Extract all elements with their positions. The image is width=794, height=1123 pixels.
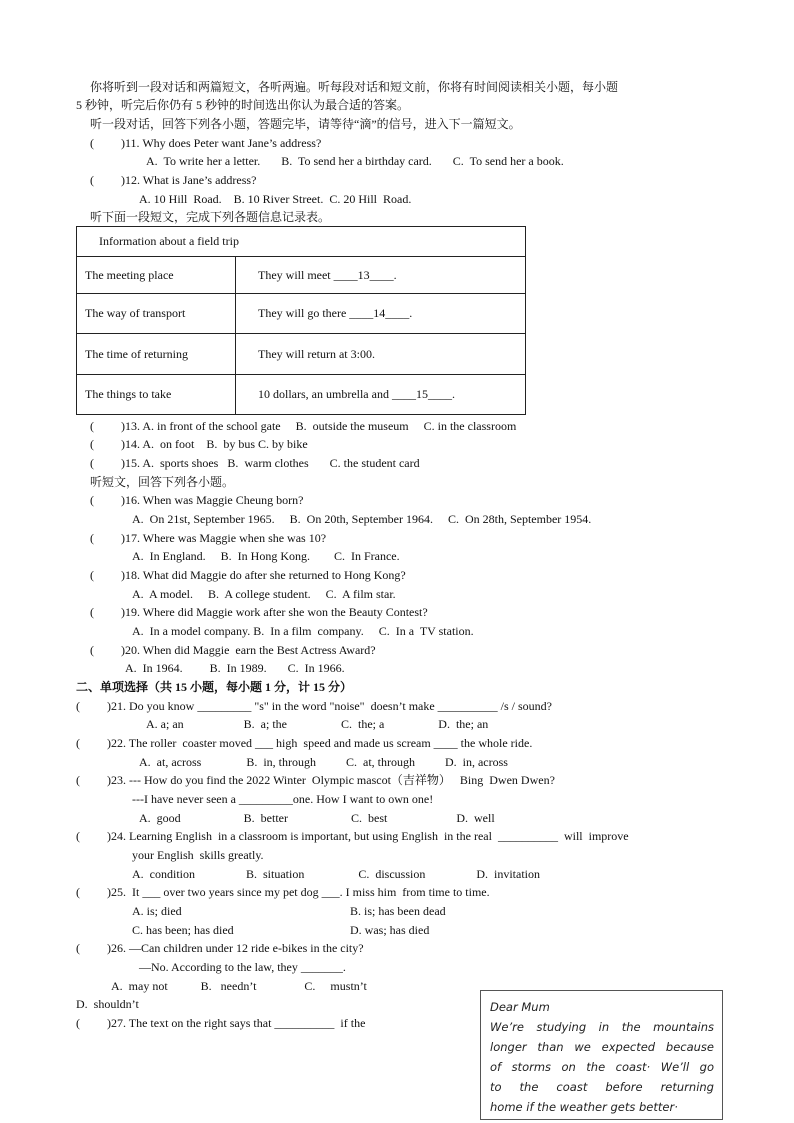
table-row-value: They will return at 3:00. xyxy=(236,334,526,375)
q26-options: A. may not B. needn’t C. mustn’t xyxy=(111,979,367,993)
table-row-value: They will go there ____14____. xyxy=(236,294,526,334)
q24-stem: )24. Learning English in a classroom is important, but using English in the real __________ will improve xyxy=(107,829,629,843)
table-row-label: The things to take xyxy=(77,375,236,415)
q20-paren: ( xyxy=(90,643,94,657)
note-line: home if the weather gets better· xyxy=(490,1100,678,1114)
q16-stem: )16. When was Maggie Cheung born? xyxy=(121,493,304,507)
q22-stem: )22. The roller coaster moved ___ high speed and made us scream ____ the whole ride. xyxy=(107,736,533,750)
q12-paren: ( xyxy=(90,173,94,187)
q13-stem: )13. A. in front of the school gate B. outside the museum C. in the classroom xyxy=(121,419,517,433)
q14-paren: ( xyxy=(90,437,94,451)
q15-paren: ( xyxy=(90,456,94,470)
section2-title: 二、单项选择（共 15 小题，每小题 1 分，计 15 分） xyxy=(76,680,353,694)
q24-options: A. condition B. situation C. discussion D. invitation xyxy=(132,867,540,881)
q25-option-d: D. was; has died xyxy=(350,923,430,937)
q11-paren: ( xyxy=(90,136,94,150)
q25-paren: ( xyxy=(76,885,80,899)
q19-paren: ( xyxy=(90,605,94,619)
q15-stem: )15. A. sports shoes B. warm clothes C. the student card xyxy=(121,456,420,470)
q18-paren: ( xyxy=(90,568,94,582)
intro-line-1: 你将听到一段对话和两篇短文，各听两遍。听每段对话和短文前，你将有时间阅读相关小题，每小题 xyxy=(90,80,619,94)
q25-option-c: C. has been; has died xyxy=(132,923,234,937)
passage-intro: 听短文，回答下列各小题。 xyxy=(90,475,235,489)
q12-options: A. 10 Hill Road. B. 10 River Street. C. 20 Hill Road. xyxy=(139,192,412,206)
intro-line-2: 5 秒钟，听完后你仍有 5 秒钟的时间选出你认为最合适的答案。 xyxy=(76,98,410,112)
q12-stem: )12. What is Jane’s address? xyxy=(121,173,257,187)
note-line: Dear Mum xyxy=(490,1000,550,1014)
q26-paren: ( xyxy=(76,941,80,955)
q25-option-a: A. is; died xyxy=(132,904,182,918)
q23-paren: ( xyxy=(76,773,80,787)
note-line: of storms on the coast· We’ll go xyxy=(490,1060,714,1074)
q24-paren: ( xyxy=(76,829,80,843)
table-row-value: They will meet ____13____. xyxy=(236,257,526,294)
table-title: Information about a field trip xyxy=(77,227,526,257)
table-intro: 听下面一段短文，完成下列各题信息记录表。 xyxy=(90,210,331,224)
q22-options: A. at, across B. in, through C. at, through D. in, across xyxy=(139,755,508,769)
table-row-label: The way of transport xyxy=(77,294,236,334)
field-trip-table xyxy=(76,226,526,415)
table-row-label: The time of returning xyxy=(77,334,236,375)
q26-option-d: D. shouldn’t xyxy=(76,997,139,1011)
q17-options: A. In England. B. In Hong Kong. C. In France. xyxy=(132,549,400,563)
q21-options: A. a; an B. a; the C. the; a D. the; an xyxy=(146,717,489,731)
q26-stem: )26. —Can children under 12 ride e-bikes in the city? xyxy=(107,941,364,955)
note-line: We’re studying in the mountains xyxy=(490,1020,714,1034)
q21-paren: ( xyxy=(76,699,80,713)
q11-stem: )11. Why does Peter want Jane’s address? xyxy=(121,136,322,150)
q24-line2: your English skills greatly. xyxy=(132,848,264,862)
table-row-value: 10 dollars, an umbrella and ____15____. xyxy=(236,375,526,415)
q27-paren: ( xyxy=(76,1016,80,1030)
q26-line2: —No. According to the law, they _______. xyxy=(139,960,346,974)
q16-options: A. On 21st, September 1965. B. On 20th, September 1964. C. On 28th, September 1954. xyxy=(132,512,592,526)
q18-stem: )18. What did Maggie do after she returned to Hong Kong? xyxy=(121,568,406,582)
intro-line-3: 听一段对话，回答下列各小题，答题完毕，请等待“滴”的信号，进入下一篇短文。 xyxy=(90,117,521,131)
q11-options: A. To write her a letter. B. To send her a birthday card. C. To send her a book. xyxy=(146,154,564,168)
note-line: longer than we expected because xyxy=(490,1040,714,1054)
note-line: to the coast before returning xyxy=(490,1080,714,1094)
q18-options: A. A model. B. A college student. C. A film star. xyxy=(132,587,396,601)
q23-stem: )23. --- How do you find the 2022 Winter Olympic mascot（吉祥物） Bing Dwen Dwen? xyxy=(107,773,555,787)
q25-option-b: B. is; has been dead xyxy=(350,904,446,918)
q19-options: A. In a model company. B. In a film company. C. In a TV station. xyxy=(132,624,474,638)
q14-stem: )14. A. on foot B. by bus C. by bike xyxy=(121,437,308,451)
q23-options: A. good B. better C. best D. well xyxy=(139,811,495,825)
q17-stem: )17. Where was Maggie when she was 10? xyxy=(121,531,327,545)
q19-stem: )19. Where did Maggie work after she won the Beauty Contest? xyxy=(121,605,428,619)
note-box xyxy=(480,990,723,1120)
q20-stem: )20. When did Maggie earn the Best Actress Award? xyxy=(121,643,376,657)
q21-stem: )21. Do you know _________ "s" in the word "noise" doesn’t make __________ /s / sound? xyxy=(107,699,553,713)
q27-stem: )27. The text on the right says that __________ if the xyxy=(107,1016,366,1030)
q13-paren: ( xyxy=(90,419,94,433)
table-row-label: The meeting place xyxy=(77,257,236,294)
q23-line2: ---I have never seen a _________one. How I want to own one! xyxy=(132,792,434,806)
q20-options: A. In 1964. B. In 1989. C. In 1966. xyxy=(125,661,345,675)
q17-paren: ( xyxy=(90,531,94,545)
q16-paren: ( xyxy=(90,493,94,507)
q25-stem: )25. It ___ over two years since my pet dog ___. I miss him from time to time. xyxy=(107,885,490,899)
q22-paren: ( xyxy=(76,736,80,750)
